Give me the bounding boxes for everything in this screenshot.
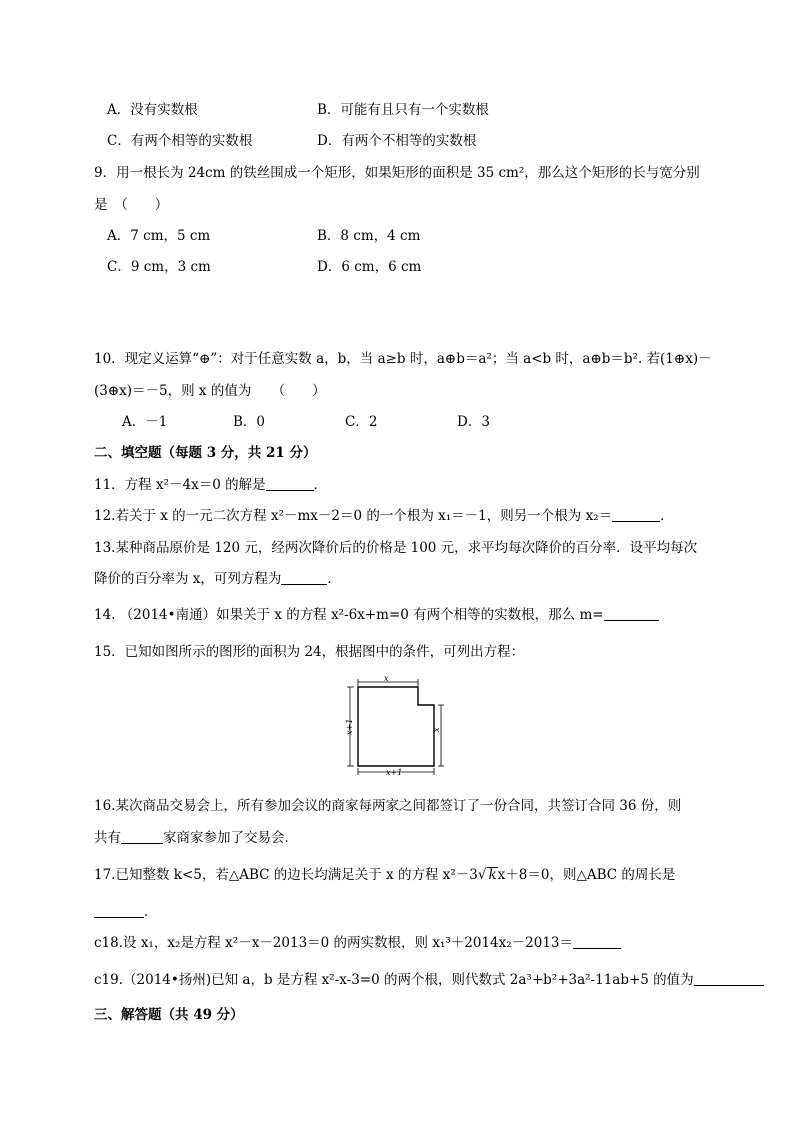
q10-option-d: D．3 <box>457 414 490 430</box>
q13-stem-line2: 降价的百分率为 x，可列方程为 ． <box>94 571 341 587</box>
q12-stem: 12.若关于 x 的一元二次方程 x²－mx－2＝0 的一个根为 x₁＝－1，则另一个根为 x₂＝ ． <box>94 508 674 524</box>
q9-stem-line2: 是 （ ） <box>94 197 169 213</box>
q19-stem: c19.（2014•扬州)已知 a，b 是方程 x²-x-3=0 的两个根，则代数式 2a³+b²+3a²-11ab+5 的值为 <box>94 971 764 989</box>
q17-stem-line2: ． <box>94 903 158 921</box>
q15-figure <box>340 675 450 780</box>
q17-answer-blank[interactable] <box>94 904 144 918</box>
q11-stem: 11．方程 x²－4x＝0 的解是 ． <box>94 477 328 493</box>
q14-stem: 14. （2014•南通）如果关于 x 的方程 x²-6x+m=0 有两个相等的实数根，那么 m= <box>94 606 659 624</box>
q8-option-b: B．可能有且只有一个实数根 <box>317 102 489 118</box>
q10-option-a: A．－1 <box>122 414 168 430</box>
q9-option-d: D．6 cm，6 cm <box>317 259 422 275</box>
q15-stem: 15．已知如图所示的图形的面积为 24，根据图中的条件，可列出方程： <box>94 644 525 660</box>
q9-option-b: B．8 cm，4 cm <box>317 228 421 244</box>
q14-answer-blank[interactable] <box>604 607 659 621</box>
l-shape-outline <box>358 687 434 766</box>
q8-option-d: D．有两个不相等的实数根 <box>317 133 477 149</box>
q17-stem-line1: 17.已知整数 k<5，若△ABC 的边长均满足关于 x 的方程 x²－3√ kx＋8＝0，则△ABC 的周长是 <box>94 866 676 884</box>
q10-stem-line1: 10．现定义运算“⊕”：对于任意实数 a，b，当 a≥b 时，a⊕b＝a²；当 a<b 时，a⊕b＝b². 若(1⊕x)－ <box>94 351 712 367</box>
q10-option-c: C．2 <box>345 414 378 430</box>
left-dimension-label: x+1 <box>345 718 354 735</box>
q10-option-b: B．0 <box>233 414 266 430</box>
q13-stem-line1: 13.某种商品原价是 120 元，经两次降价后的价格是 100 元，求平均每次降价的百分率．设平均每次 <box>94 540 698 556</box>
q16-stem-line2: 共有 家商家参加了交易会． <box>94 830 298 846</box>
top-dimension-label: x <box>384 675 389 683</box>
q18-stem: c18.设 x₁，x₂是方程 x²－x－2013＝0 的两实数根，则 x₁³＋2014x₂－2013＝ <box>94 934 621 952</box>
q16-stem-line1: 16.某次商品交易会上，所有参加会议的商家每两家之间都签订了一份合同，共签订合同 36 份，则 <box>94 798 682 814</box>
q10-stem-line2: (3⊕x)＝－5，则 x 的值为 （ ） <box>94 383 326 399</box>
radical-sign-icon: √ <box>477 866 487 884</box>
section3-heading: 三、解答题（共 49 分） <box>94 1007 244 1023</box>
q8-option-a: A．没有实数根 <box>107 102 198 118</box>
right-dimension-label: x <box>432 727 441 732</box>
q17-radicand: k <box>488 867 497 883</box>
q11-answer-blank[interactable] <box>266 477 314 491</box>
q9-stem-line1: 9．用一根长为 24cm 的铁丝围成一个矩形，如果矩形的面积是 35 cm²，那么这个矩形的长与宽分别 <box>94 165 700 181</box>
q9-option-a: A．7 cm，5 cm <box>107 228 211 244</box>
section2-heading: 二、填空题（每题 3 分，共 21 分） <box>94 445 317 461</box>
q9-option-c: C．9 cm，3 cm <box>107 259 211 275</box>
q12-answer-blank[interactable] <box>612 508 660 522</box>
q16-answer-blank[interactable] <box>121 830 163 844</box>
q13-answer-blank[interactable] <box>281 571 327 585</box>
q18-answer-blank[interactable] <box>573 935 621 949</box>
bottom-dimension-label: x+1 <box>386 768 403 777</box>
q19-answer-blank[interactable] <box>694 972 764 986</box>
q8-option-c: C．有两个相等的实数根 <box>107 133 253 149</box>
